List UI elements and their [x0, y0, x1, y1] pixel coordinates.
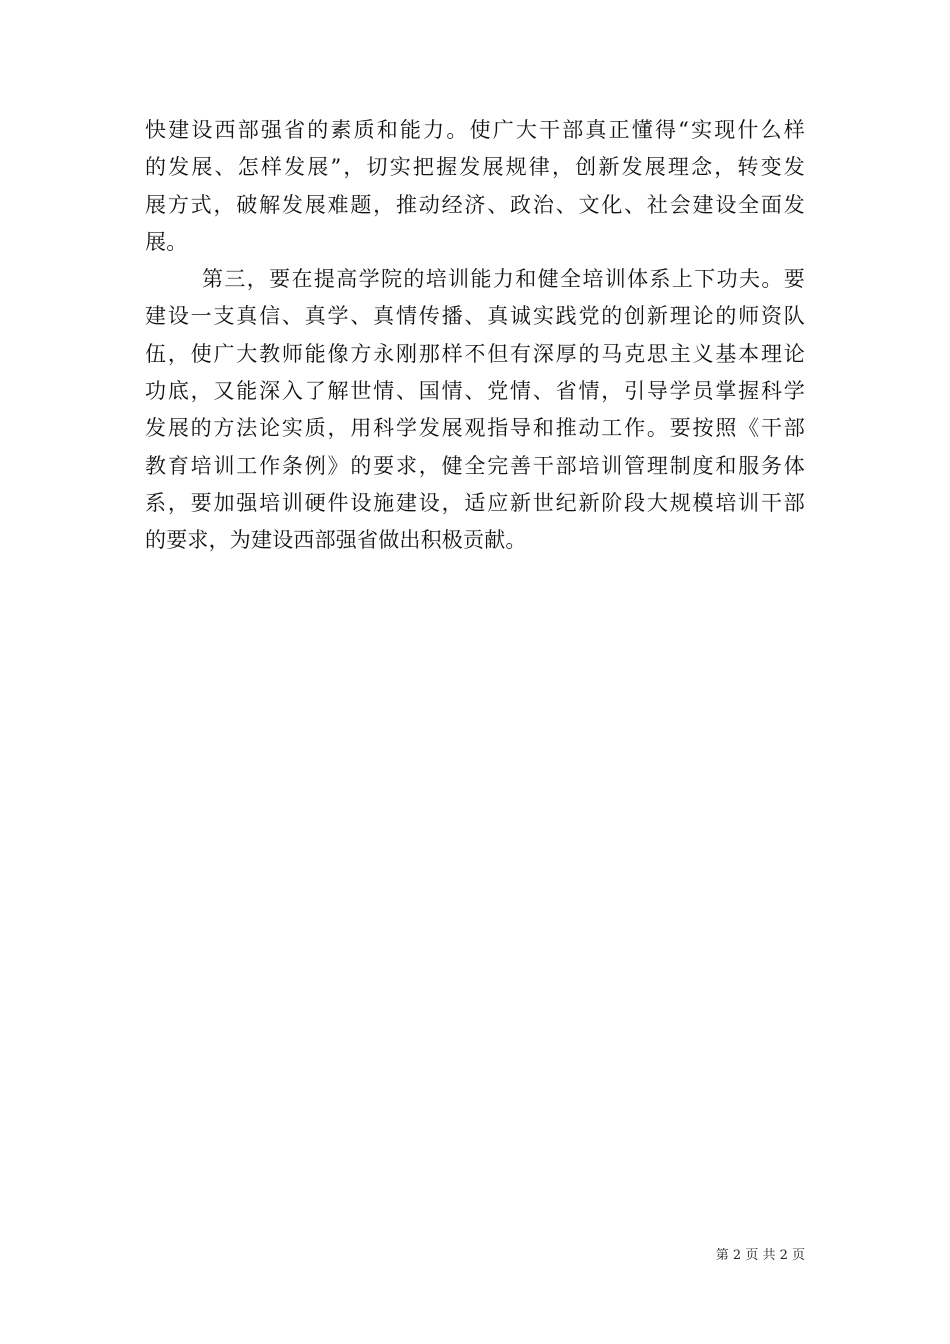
document-body — [145, 112, 805, 560]
text-line: 的要求，为建设西部强省做出积极贡献。 — [145, 528, 527, 553]
text-line: 伍，使广大教师能像方永刚那样不但有深厚的马克思主义基本理论 — [145, 341, 805, 366]
paragraph-1 — [145, 112, 805, 261]
text-line: 第三，要在提高学院的培训能力和健全培训体系上下功夫。要 — [202, 267, 805, 292]
text-line: 建设一支真信、真学、真情传播、真诚实践党的创新理论的师资队 — [145, 304, 805, 329]
text-line: 功底，又能深入了解世情、国情、党情、省情，引导学员掌握科学 — [145, 379, 805, 404]
page-number-footer: 第 2 页 共 2 页 — [715, 1248, 805, 1263]
text-line: 展方式，破解发展难题，推动经济、政治、文化、社会建设全面发 — [145, 192, 805, 217]
text-line: 快建设西部强省的素质和能力。使广大干部真正懂得“实现什么样 — [145, 118, 805, 142]
text-line: 发展的方法论实质，用科学发展观指导和推动工作。要按照《干部 — [145, 416, 805, 441]
text-line: 展。 — [145, 229, 188, 254]
text-line: 的发展、怎样发展”，切实把握发展规律，创新发展理念，转变发 — [145, 155, 805, 180]
text-line: 教育培训工作条例》的要求，健全完善干部培训管理制度和服务体 — [145, 453, 805, 478]
paragraph-2 — [145, 261, 805, 559]
text-line: 系，要加强培训硬件设施建设，适应新世纪新阶段大规模培训干部 — [145, 490, 805, 515]
